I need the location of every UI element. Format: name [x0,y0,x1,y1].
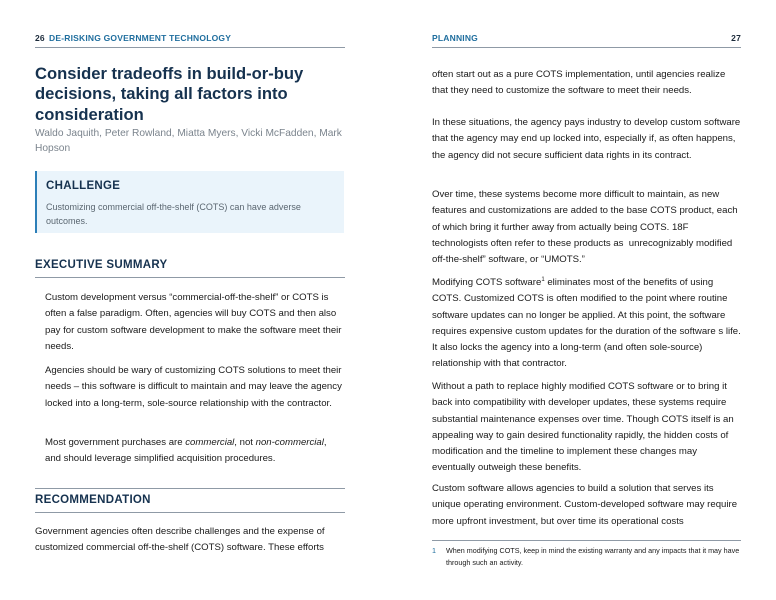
left-page [35,0,345,600]
body-text: eliminates most of the benefits of using COTS. Customized COTS is often modified to the point where routine software updates can no longer be applied. At this point, the software requires expensive custom updates for the duration of the software s life. It also locks the agency into a long-term (and often sole-source) relationship with that contractor. [432,277,741,370]
right-page [432,0,741,600]
challenge-callout [35,171,344,233]
summary-text: Most government purchases are [45,437,186,448]
summary-paragraph-2: Agencies should be wary of customizing COTS solutions to meet their needs – this software is difficult to maintain and may leave the agency locked into a long-term, sole-source relationship with the contractor. [45,365,342,409]
body-text: Modifying COTS software [432,277,542,288]
section-divider [35,277,345,278]
body-paragraph-3: Over time, these systems become more difficult to maintain, as new features and customizations are added to the base COTS product, each of which bring it further away from actually being COTS. 18F technologists often refer to these products as unrecognizably modified off-the-shelf” software, or “UMOTS.” [432,189,738,266]
page-number: 26 [35,33,45,43]
running-header-right [432,33,741,48]
page-number: 27 [731,33,741,43]
body-paragraph-4 [432,275,741,373]
emphasis-commercial: commercial [185,437,235,448]
running-header-left [35,33,345,48]
summary-text: , not [234,437,256,448]
summary-paragraph-3 [45,435,345,468]
footnote [432,545,741,569]
body-paragraph-6: Custom software allows agencies to build a solution that serves its unique operating environment. Custom-developed software may require more upfront investment, but over time its operational costs [432,483,738,527]
article-title: Consider tradeoffs in build-or-buy decisions, taking all factors into consideration [35,64,304,124]
challenge-heading: CHALLENGE [46,180,121,192]
running-title: PLANNING [432,33,478,43]
emphasis-non-commercial: non-commercial [255,437,324,448]
footnote-divider [432,540,741,541]
recommendation-paragraph: Government agencies often describe challenges and the expense of customized commercial off-the-shelf (COTS) software. These efforts [35,526,325,554]
footnote-text: When modifying COTS, keep in mind the existing warranty and any impacts that it may have through such an activity. [446,546,740,567]
challenge-text: Customizing commercial off-the-shelf (COTS) can have adverse outcomes. [46,202,301,226]
section-divider [35,512,345,513]
footnote-number: 1 [432,546,436,555]
body-paragraph-5: Without a path to replace highly modified COTS software or to bring it back into compatibility with developer updates, these systems require substantial maintenance expenses over time. Though COTS itself is an appealing way to gain desired functionality rapidly, the hidden costs of modification and the timeline to implement these changes may eventually outweigh these benefits. [432,381,734,474]
summary-text: , and should leverage simplified acquisition procedures. [45,437,327,465]
authors: Waldo Jaquith, Peter Rowland, Miatta Myers, Vicki McFadden, Mark Hopson [35,128,342,154]
summary-paragraph-1: Custom development versus “commercial-off-the-shelf” or COTS is often a false paradigm. Often, agencies will buy COTS and then also pay for custom software development to make the software meet their needs. [45,292,342,352]
body-paragraph-1: often start out as a pure COTS implementation, until agencies realize that they need to customize the software to meet their needs. [432,69,726,97]
executive-summary-heading: EXECUTIVE SUMMARY [35,259,168,271]
recommendation-heading: RECOMMENDATION [35,494,151,506]
footnote-marker: 1 [541,276,545,283]
running-title: DE-RISKING GOVERNMENT TECHNOLOGY [49,33,232,43]
body-paragraph-2: In these situations, the agency pays industry to develop custom software that the agency may end up locked into, especially if, as often happens, the agency did not secure sufficient data rights in its contract. [432,117,741,161]
section-divider [35,488,345,489]
